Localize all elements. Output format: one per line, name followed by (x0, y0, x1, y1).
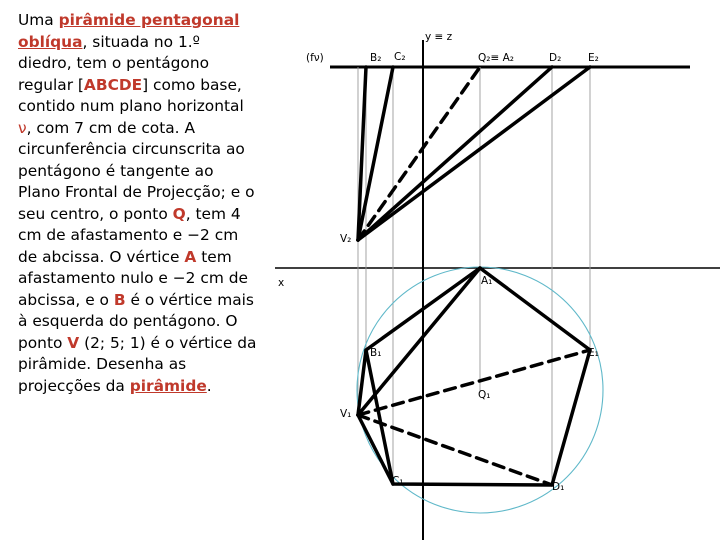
statement-text: . (206, 376, 212, 395)
statement-highlight-pyramid-end: pirâmide (129, 376, 207, 395)
label-yz: y ≡ z (425, 31, 453, 43)
statement-highlight-b: B (113, 290, 126, 309)
label-b1: B₁ (370, 347, 382, 359)
label-e2: E₂ (588, 52, 599, 64)
statement-text: ] como base, contido num plano horizontal (18, 75, 244, 115)
base-pentagon (366, 268, 590, 485)
label-c2: C₂ (394, 51, 406, 63)
label-q1: Q₁ (478, 389, 491, 401)
label-v2: V₂ (340, 233, 352, 245)
statement-text: , tem 4 cm de afastamento e −2 cm de abcissa. O vértice (18, 204, 241, 266)
statement-highlight-plane: ν (18, 118, 27, 137)
statement-highlight-pyramid: pirâmide pentagonal oblíqua (18, 11, 240, 51)
label-b2: B₂ (370, 52, 382, 64)
label-d2: D₂ (549, 52, 562, 64)
statement-text: Uma (18, 11, 59, 29)
statement-highlight-q: Q (172, 204, 186, 223)
label-fv: (fν) (306, 52, 324, 64)
label-c1: C₁ (392, 475, 404, 487)
label-v1: V₁ (340, 408, 352, 420)
statement-text: tem afastamento nulo e −2 cm de abcissa, e o (18, 247, 248, 309)
statement-highlight-v: V (67, 333, 80, 352)
statement-text: (2; 5; 1) é o vértice da pirâmide. Desenha as projecções da (18, 333, 257, 395)
label-e1: E₁ (588, 347, 599, 359)
statement-highlight-abcde: ABCDE (83, 75, 143, 94)
statement-text: , situada no 1.º diedro, tem o pentágono regular [ (18, 32, 209, 94)
label-q2-a2: Q₂≡ A₂ (478, 52, 515, 64)
label-d1: D₁ (552, 481, 565, 493)
statement-highlight-a: A (184, 247, 197, 266)
statement-text: é o vértice mais à esquerda do pentágono. O ponto (18, 290, 254, 352)
label-x: x (278, 277, 285, 289)
label-a1: A₁ (481, 275, 493, 287)
statement-text: , com 7 cm de cota. A circunferência circunscrita ao pentágono é tangente ao Plano Frontal de Projecção; e o seu centro, o ponto (18, 118, 255, 223)
